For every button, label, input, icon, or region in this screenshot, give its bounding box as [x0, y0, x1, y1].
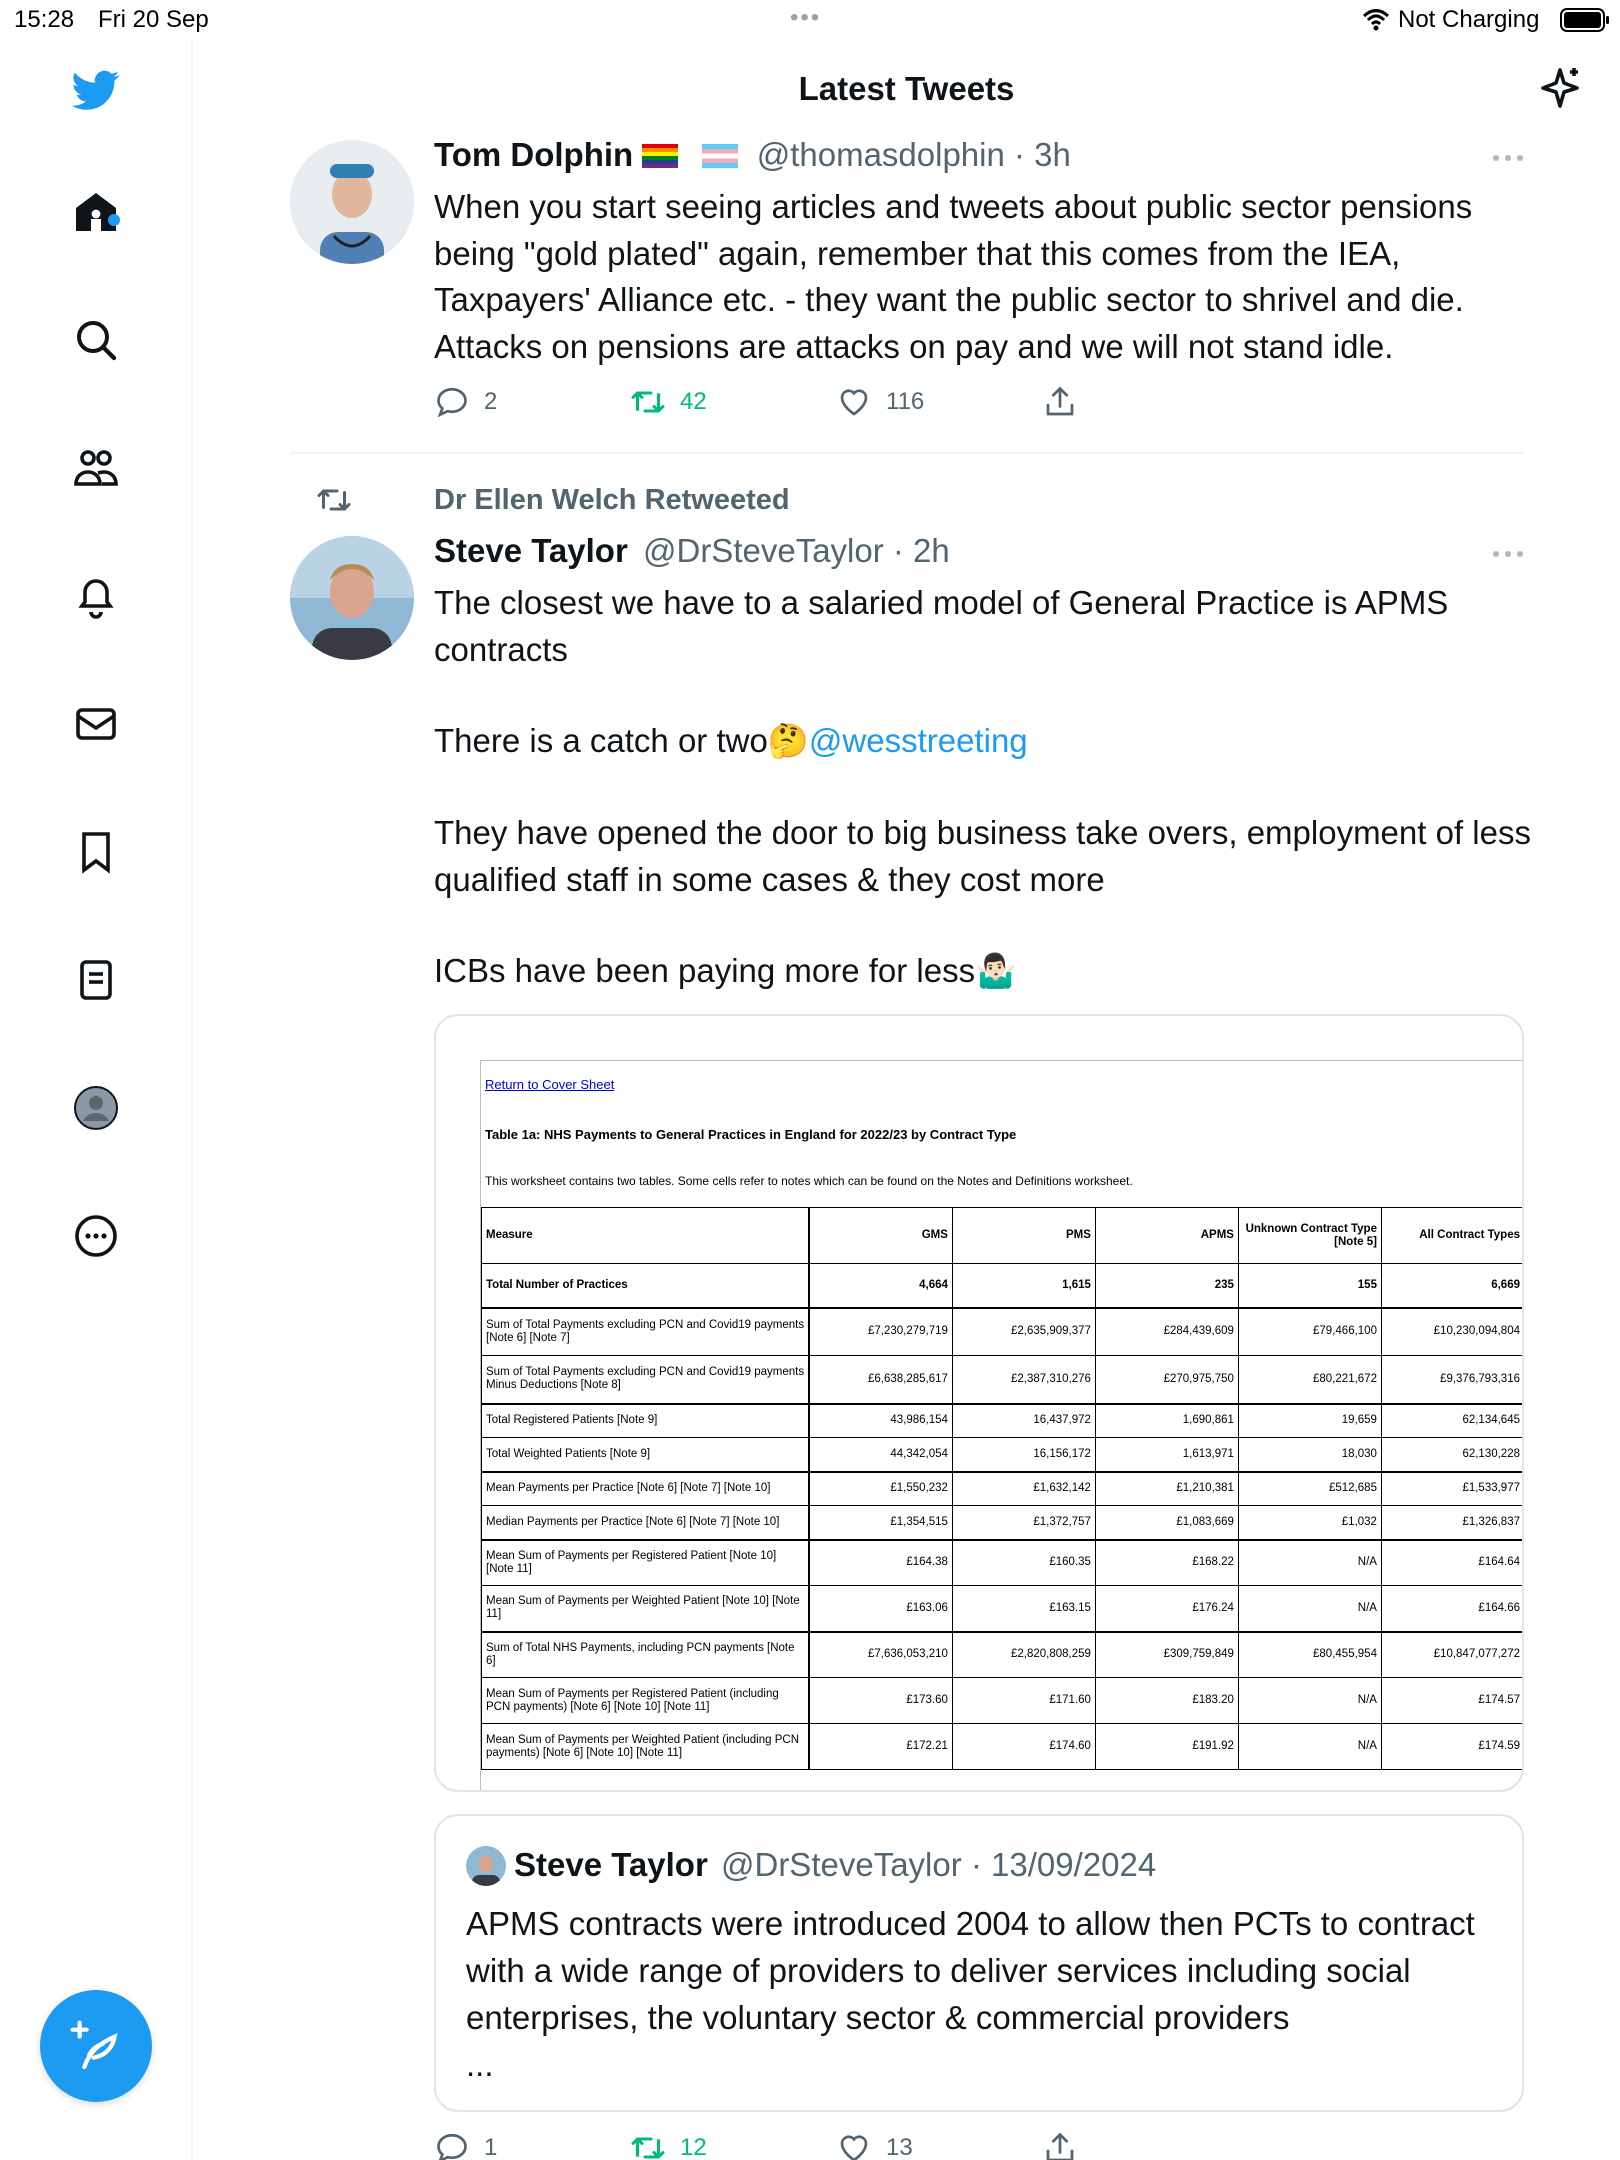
table-row — [482, 1586, 1525, 1632]
lists-icon[interactable] — [66, 950, 126, 1010]
like-count: 116 — [886, 388, 925, 415]
retweeted-by[interactable] — [372, 484, 790, 517]
table-cell: £512,685 — [1238, 1472, 1381, 1506]
table-row-label: Total Number of Practices — [482, 1264, 810, 1308]
table-cell: £1,372,757 — [952, 1506, 1095, 1540]
table-cell: N/A — [1238, 1586, 1381, 1632]
status-bar — [0, 0, 1620, 40]
retweet-count: 12 — [680, 2134, 707, 2160]
mention-link[interactable]: @wesstreeting — [808, 722, 1028, 759]
table-row — [482, 1264, 1525, 1308]
table-cell: £164.64 — [1381, 1540, 1524, 1586]
quoted-author-handle: @DrSteveTaylor · 13/09/2024 — [720, 1846, 1157, 1883]
table-cell: £10,847,077,272 — [1381, 1632, 1524, 1678]
table-cell: 62,134,645 — [1381, 1404, 1524, 1438]
table-cell: N/A — [1238, 1724, 1381, 1770]
unread-dot — [108, 214, 120, 226]
table-cell: 1,613,971 — [1095, 1438, 1238, 1472]
table-cell: 16,156,172 — [952, 1438, 1095, 1472]
status-time: 15:28 — [14, 6, 75, 33]
table-row-label: Mean Payments per Practice [Note 6] [Note 7] [Note 10] — [482, 1472, 810, 1506]
table-row — [482, 1404, 1525, 1438]
share-button[interactable] — [1042, 384, 1078, 420]
retweet-button[interactable] — [630, 2130, 707, 2160]
table-cell: 19,659 — [1238, 1404, 1381, 1438]
table-cell: £1,210,381 — [1095, 1472, 1238, 1506]
table-cell: £174.57 — [1381, 1678, 1524, 1724]
table-cell: £1,632,142 — [952, 1472, 1095, 1506]
table-cell: £183.20 — [1095, 1678, 1238, 1724]
table-cell: £1,032 — [1238, 1506, 1381, 1540]
compose-tweet-button[interactable] — [40, 1990, 152, 2102]
table-cell: £174.60 — [952, 1724, 1095, 1770]
retweet-icon — [314, 482, 354, 518]
table-cell: £164.38 — [809, 1540, 952, 1586]
heart-icon — [836, 384, 872, 420]
quoted-author-name: Steve Taylor — [514, 1846, 708, 1883]
status-date: Fri 20 Sep — [98, 6, 209, 33]
more-options-icon[interactable] — [1488, 148, 1528, 168]
table-cell: £176.24 — [1095, 1586, 1238, 1632]
payments-table — [481, 1207, 1524, 1770]
table-cell: £1,533,977 — [1381, 1472, 1524, 1506]
table-cell: £9,376,793,316 — [1381, 1356, 1524, 1404]
retweet-icon — [630, 2130, 666, 2160]
table-cell: £172.21 — [809, 1724, 952, 1770]
table-row-label: Sum of Total Payments excluding PCN and Covid19 payments [Note 6] [Note 7] — [482, 1308, 810, 1356]
search-icon[interactable] — [66, 310, 126, 370]
bookmarks-icon[interactable] — [66, 822, 126, 882]
tweet-divider — [290, 452, 1524, 454]
table-cell: £79,466,100 — [1238, 1308, 1381, 1356]
twitter-logo-icon[interactable] — [66, 60, 126, 120]
sheet-title: Table 1a: NHS Payments to General Practices in England for 2022/23 by Contract Type — [485, 1127, 1017, 1142]
heart-icon — [836, 2130, 872, 2160]
table-cell: 43,986,154 — [809, 1404, 952, 1438]
table-row — [482, 1308, 1525, 1356]
table-cell: £1,083,669 — [1095, 1506, 1238, 1540]
retweet-icon — [630, 384, 666, 420]
author-handle[interactable]: @thomasdolphin · 3h — [756, 136, 1071, 173]
tweet-text: ICBs have been paying more for less🤷🏻‍♂️ — [434, 952, 1017, 989]
table-cell: 16,437,972 — [952, 1404, 1095, 1438]
table-cell: 6,669 — [1381, 1264, 1524, 1308]
table-header: APMS — [1095, 1208, 1238, 1264]
tweet-actions — [434, 384, 1334, 424]
table-cell: £173.60 — [809, 1678, 952, 1724]
tweet-text — [434, 718, 1534, 765]
table-cell: £7,636,053,210 — [809, 1632, 952, 1678]
tweet-text-line: There is a catch or two🤔 — [434, 722, 809, 759]
author-name[interactable]: Tom Dolphin — [434, 136, 634, 173]
reply-icon — [434, 2130, 470, 2160]
table-cell: N/A — [1238, 1678, 1381, 1724]
table-cell: £164.66 — [1381, 1586, 1524, 1632]
table-cell: 62,130,228 — [1381, 1438, 1524, 1472]
table-cell: £2,387,310,276 — [952, 1356, 1095, 1404]
tweet-actions — [434, 2130, 1334, 2160]
avatar-person-icon — [290, 536, 414, 660]
table-row — [482, 1632, 1525, 1678]
table-header: Unknown Contract Type [Note 5] — [1238, 1208, 1381, 1264]
table-cell: 44,342,054 — [809, 1438, 952, 1472]
reply-button[interactable] — [434, 384, 497, 420]
table-row — [482, 1356, 1525, 1404]
table-cell: £163.15 — [952, 1586, 1095, 1632]
communities-icon[interactable] — [66, 438, 126, 498]
table-cell: £1,550,232 — [809, 1472, 952, 1506]
table-cell: 18,030 — [1238, 1438, 1381, 1472]
table-row-label: Total Registered Patients [Note 9] — [482, 1404, 810, 1438]
like-button[interactable] — [836, 384, 924, 420]
multitasking-dots-icon[interactable]: ••• — [790, 4, 822, 31]
cover-sheet-link: Return to Cover Sheet — [485, 1077, 615, 1092]
table-cell: £1,354,515 — [809, 1506, 952, 1540]
retweet-button[interactable] — [630, 384, 707, 420]
table-cell: £171.60 — [952, 1678, 1095, 1724]
reply-button[interactable] — [434, 2130, 497, 2160]
page-title: Latest Tweets — [798, 70, 1015, 107]
tweet-text: When you start seeing articles and tweets about public sector pensions being "gold plated" again, remember that this comes from the IEA, Taxpayers' Alliance etc. - they want the public sector to shrivel and die. Attacks on pensions are attacks on pay and we will not stand idle. — [434, 188, 1482, 365]
tweet-author-line — [434, 532, 950, 570]
table-row-label: Mean Sum of Payments per Weighted Patient [Note 10] [Note 11] — [482, 1586, 810, 1632]
table-cell: 4,664 — [809, 1264, 952, 1308]
like-button[interactable] — [836, 2130, 913, 2160]
author-name[interactable]: Steve Taylor — [434, 532, 628, 569]
messages-icon[interactable] — [66, 694, 126, 754]
table-cell: £270,975,750 — [1095, 1356, 1238, 1404]
avatar-person-icon — [290, 140, 414, 264]
avatar-person-icon — [466, 1846, 506, 1886]
tweet-text: They have opened the door to big business take overs, employment of less qualified staff in some cases & they cost more — [434, 814, 1541, 898]
table-cell: £163.06 — [809, 1586, 952, 1632]
table-row-label: Mean Sum of Payments per Registered Patient (including PCN payments) [Note 6] [Note 10] [Note 11] — [482, 1678, 810, 1724]
table-cell: £2,820,808,259 — [952, 1632, 1095, 1678]
table-row — [482, 1472, 1525, 1506]
table-row — [482, 1438, 1525, 1472]
share-button[interactable] — [1042, 2130, 1078, 2160]
battery-icon — [1560, 8, 1610, 32]
sidebar — [0, 40, 193, 2160]
avatar[interactable] — [290, 140, 414, 264]
table-cell: £7,230,279,719 — [809, 1308, 952, 1356]
flag-icon — [642, 144, 678, 168]
table-cell: £80,221,672 — [1238, 1356, 1381, 1404]
table-header: PMS — [952, 1208, 1095, 1264]
table-cell: £160.35 — [952, 1540, 1095, 1586]
share-icon — [1042, 384, 1078, 420]
table-cell: N/A — [1238, 1540, 1381, 1586]
table-row — [482, 1678, 1525, 1724]
home-icon[interactable] — [66, 182, 126, 242]
table-cell: 1,690,861 — [1095, 1404, 1238, 1438]
retweeted-by-label: Dr Ellen Welch Retweeted — [434, 484, 790, 516]
table-cell: £174.59 — [1381, 1724, 1524, 1770]
table-cell: £2,635,909,377 — [952, 1308, 1095, 1356]
table-row-label: Mean Sum of Payments per Registered Patient [Note 10] [Note 11] — [482, 1540, 810, 1586]
wifi-icon — [1362, 6, 1390, 32]
table-cell: £168.22 — [1095, 1540, 1238, 1586]
spreadsheet-image — [480, 1060, 1524, 1792]
charging-status: Not Charging — [1398, 6, 1540, 33]
retweet-count: 42 — [680, 388, 707, 415]
quoted-author-line — [514, 1846, 1156, 1884]
like-count: 13 — [886, 2134, 913, 2160]
table-row — [482, 1506, 1525, 1540]
notifications-icon[interactable] — [66, 566, 126, 626]
more-icon[interactable] — [66, 1206, 126, 1266]
avatar — [466, 1846, 506, 1886]
avatar[interactable] — [290, 536, 414, 660]
table-row — [482, 1540, 1525, 1586]
table-cell: £80,455,954 — [1238, 1632, 1381, 1678]
table-cell: 155 — [1238, 1264, 1381, 1308]
table-cell: £284,439,609 — [1095, 1308, 1238, 1356]
table-row-label: Sum of Total NHS Payments, including PCN payments [Note 6] — [482, 1632, 810, 1678]
reply-count: 2 — [484, 388, 498, 415]
tweet-text: The closest we have to a salaried model of General Practice is APMS contracts — [434, 584, 1458, 668]
reply-count: 1 — [484, 2134, 498, 2160]
feather-plus-icon — [68, 2018, 124, 2074]
tweet-media-image[interactable] — [434, 1014, 1524, 1792]
table-cell: 1,615 — [952, 1264, 1095, 1308]
table-row-label: Sum of Total Payments excluding PCN and Covid19 payments Minus Deductions [Note 8] — [482, 1356, 810, 1404]
table-row — [482, 1724, 1525, 1770]
table-cell: £1,326,837 — [1381, 1506, 1524, 1540]
table-cell: £10,230,094,804 — [1381, 1308, 1524, 1356]
flag-icon — [702, 144, 738, 168]
reply-icon — [434, 384, 470, 420]
sheet-note: This worksheet contains two tables. Some cells refer to notes which can be found on the Notes and Definitions worksheet. — [485, 1174, 1133, 1188]
table-header: GMS — [809, 1208, 952, 1264]
table-header: All Contract Types — [1381, 1208, 1524, 1264]
sparkle-icon[interactable] — [1536, 64, 1584, 112]
table-cell: £6,638,285,617 — [809, 1356, 952, 1404]
quoted-tweet-text: APMS contracts were introduced 2004 to allow then PCTs to contract with a wide range of providers to deliver services including social enterprises, the voluntary sector & commercial providers ... — [466, 1905, 1475, 2083]
table-row-label: Total Weighted Patients [Note 9] — [482, 1438, 810, 1472]
table-header: Measure — [482, 1208, 810, 1264]
table-row-label: Median Payments per Practice [Note 6] [Note 7] [Note 10] — [482, 1506, 810, 1540]
share-icon — [1042, 2130, 1078, 2160]
tweet-author-line — [434, 136, 1071, 174]
author-handle[interactable]: @DrSteveTaylor · 2h — [642, 532, 950, 569]
profile-icon[interactable] — [66, 1078, 126, 1138]
table-cell: 235 — [1095, 1264, 1238, 1308]
table-cell: £191.92 — [1095, 1724, 1238, 1770]
table-row-label: Mean Sum of Payments per Weighted Patient (including PCN payments) [Note 6] [Note 10] [Note 11] — [482, 1724, 810, 1770]
more-options-icon[interactable] — [1488, 544, 1528, 564]
quoted-tweet[interactable] — [434, 1814, 1524, 2112]
table-cell: £309,759,849 — [1095, 1632, 1238, 1678]
